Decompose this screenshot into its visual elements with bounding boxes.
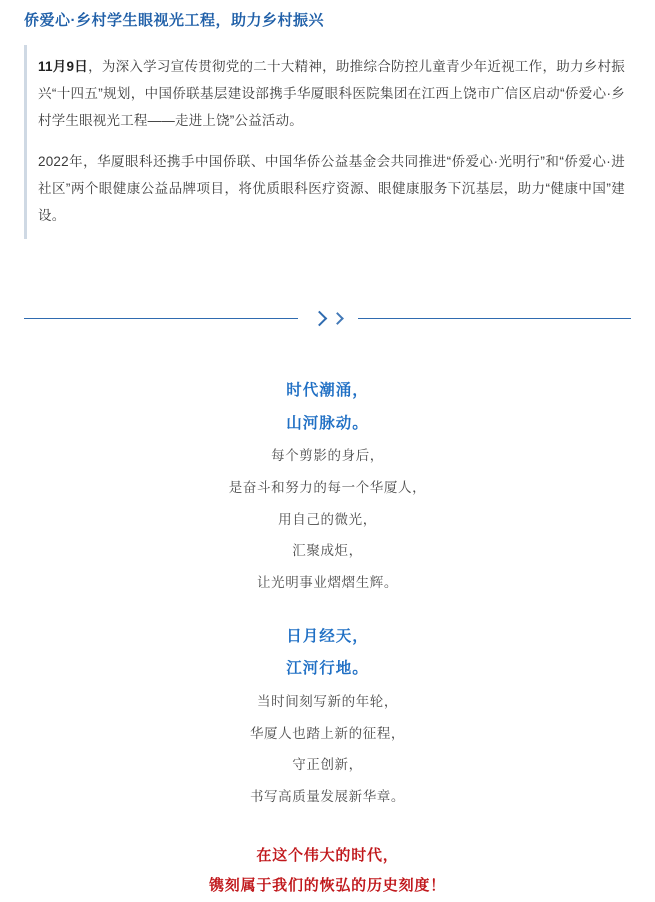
poem-section xyxy=(0,375,655,902)
stanza-1-heading-line-2: 山河脉动。 xyxy=(286,414,369,432)
intro-paragraph-1-rest: ，为深入学习宣传贯彻党的二十大精神，助推综合防控儿童青少年近视工作，助力乡村振兴“十四五”规划，中国侨联基层建设部携手华厦眼科医院集团在江西上饶市广信区启动“侨爱心·乡村学生眼视光工程——走进上饶”公益活动。 xyxy=(38,59,625,128)
page-title: 侨爱心·乡村学生眼视光工程，助力乡村振兴 xyxy=(24,12,324,29)
intro-paragraph-2: 2022年，华厦眼科还携手中国侨联、中国华侨公益基金会共同推进“侨爱心·光明行”和“侨爱心·进社区”两个眼健康公益品牌项目，将优质眼科医疗资源、眼健康服务下沉基层，助力“健康中国”建设。 xyxy=(38,154,625,223)
stanza-gap xyxy=(0,599,655,621)
stanza-1-line-5: 让光明事业熠熠生辉。 xyxy=(257,574,398,590)
stanza-2-line-4: 书写高质量发展新华章。 xyxy=(249,788,406,804)
stanza-2-heading-line-1: 日月经天， xyxy=(286,627,369,645)
stanza-1-line-3: 用自己的微光， xyxy=(278,511,377,527)
stanza-2-line-3: 守正创新， xyxy=(292,757,363,773)
divider-chevrons xyxy=(298,305,358,331)
poem-final-stanza xyxy=(0,841,655,902)
stanza-1-line-2: 是奋斗和努力的每一个华厦人， xyxy=(228,479,427,495)
final-line-1: 在这个伟大的时代， xyxy=(256,846,399,864)
poem-stanza-1 xyxy=(0,375,655,599)
chevron-right-icon xyxy=(311,310,327,326)
final-line-2: 镌刻属于我们的恢弘的历史刻度！ xyxy=(208,877,446,895)
stanza-1-heading-line-1: 时代潮涌， xyxy=(286,382,369,399)
stanza-2-line-2: 华厦人也踏上新的征程， xyxy=(249,725,406,741)
poem-stanza-2 xyxy=(0,621,655,813)
headline-container xyxy=(0,0,655,39)
intro-quote-block xyxy=(24,45,631,239)
stanza-1-line-1: 每个剪影的身后， xyxy=(271,448,384,464)
stanza-2-line-1: 当时间刻写新的年轮， xyxy=(257,693,398,709)
chevron-right-icon xyxy=(331,312,344,325)
stanza-1-line-4: 汇聚成炬， xyxy=(292,543,363,559)
intro-paragraph-1 xyxy=(38,53,625,134)
stanza-2-heading-line-2: 江河行地。 xyxy=(286,660,369,678)
intro-date: 11月9日 xyxy=(38,59,89,74)
section-divider xyxy=(24,305,631,331)
